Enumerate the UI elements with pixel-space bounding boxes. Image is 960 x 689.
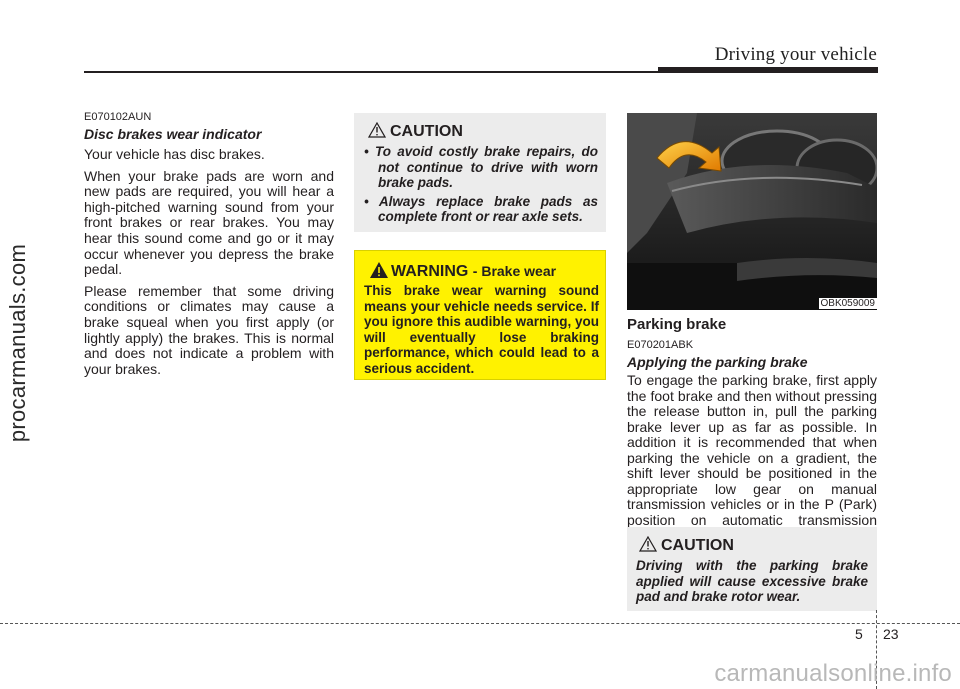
caution-title: CAUTION <box>661 537 734 554</box>
parking-brake-lever-image <box>627 113 877 310</box>
section-heading: Parking brake <box>627 316 727 333</box>
caution-list <box>364 144 598 228</box>
bottom-watermark: carmanualsonline.info <box>714 660 952 687</box>
paragraph: Your vehicle has disc brakes. <box>84 146 265 162</box>
running-header: Driving your vehicle <box>714 44 877 65</box>
caution-triangle-icon <box>639 536 657 552</box>
parking-brake-section <box>627 316 877 550</box>
warning-triangle-icon <box>369 261 389 279</box>
caution-item: • To avoid costly brake repairs, do not continue to drive with worn brake pads. <box>364 144 598 190</box>
section-code: E070201ABK <box>627 339 694 351</box>
chapter-number: 5 <box>855 626 863 642</box>
page-number: 23 <box>883 626 899 642</box>
warning-title <box>391 263 556 281</box>
caution-triangle-icon <box>368 122 386 138</box>
header-rule-accent <box>658 67 878 72</box>
warning-subtitle: - Brake wear <box>472 263 557 279</box>
paragraph: Please remember that some driving conditions or climates may cause a brake squeal when you first apply (or lightly apply) the brakes. This is normal and does not indicate a problem with your brakes. <box>84 282 334 377</box>
caution-item: • Always replace brake pads as complete front or rear axle sets. <box>364 193 598 224</box>
section-code: E070102AUN <box>84 111 152 123</box>
paragraph: To engage the parking brake, first apply the foot brake and then without pressing the release button in, pull the parking brake lever up as far as possible. In addition it is recommended that when parking the vehicle on a gradient, the shift lever should be positioned in the appropriate low gear on manual transmission vehicles or in the P (Park) position on automatic transmission <box>627 372 877 528</box>
caution-box-brake-pads <box>354 113 606 232</box>
section-subheading: Disc brakes wear indicator <box>84 126 262 142</box>
warning-body: This brake wear warning sound means your vehicle needs service. If you ignore this audible warning, you will eventually lose braking performance, which could lead to a serious accident. <box>364 283 599 376</box>
warning-label: WARNING <box>391 263 469 280</box>
caution-title: CAUTION <box>390 123 463 140</box>
parking-brake-photo <box>627 113 877 310</box>
caution-box-parking-brake <box>627 527 877 611</box>
side-watermark: procarmanuals.com <box>5 243 30 443</box>
caution-body: Driving with the parking brake applied will cause excessive brake pad and brake rotor wear. <box>636 558 868 604</box>
section-subheading: Applying the parking brake <box>627 354 808 370</box>
footer-rule <box>0 623 960 624</box>
paragraph: When your brake pads are worn and new pads are required, you will hear a high-pitched warning sound from your front brakes or rear brakes. You may hear this sound come and go or it may occur whenever you depress the brake pedal. <box>84 167 334 278</box>
warning-box-brake-wear <box>354 250 606 380</box>
photo-caption: OBK059009 <box>820 298 875 309</box>
disc-brake-section <box>84 111 334 383</box>
